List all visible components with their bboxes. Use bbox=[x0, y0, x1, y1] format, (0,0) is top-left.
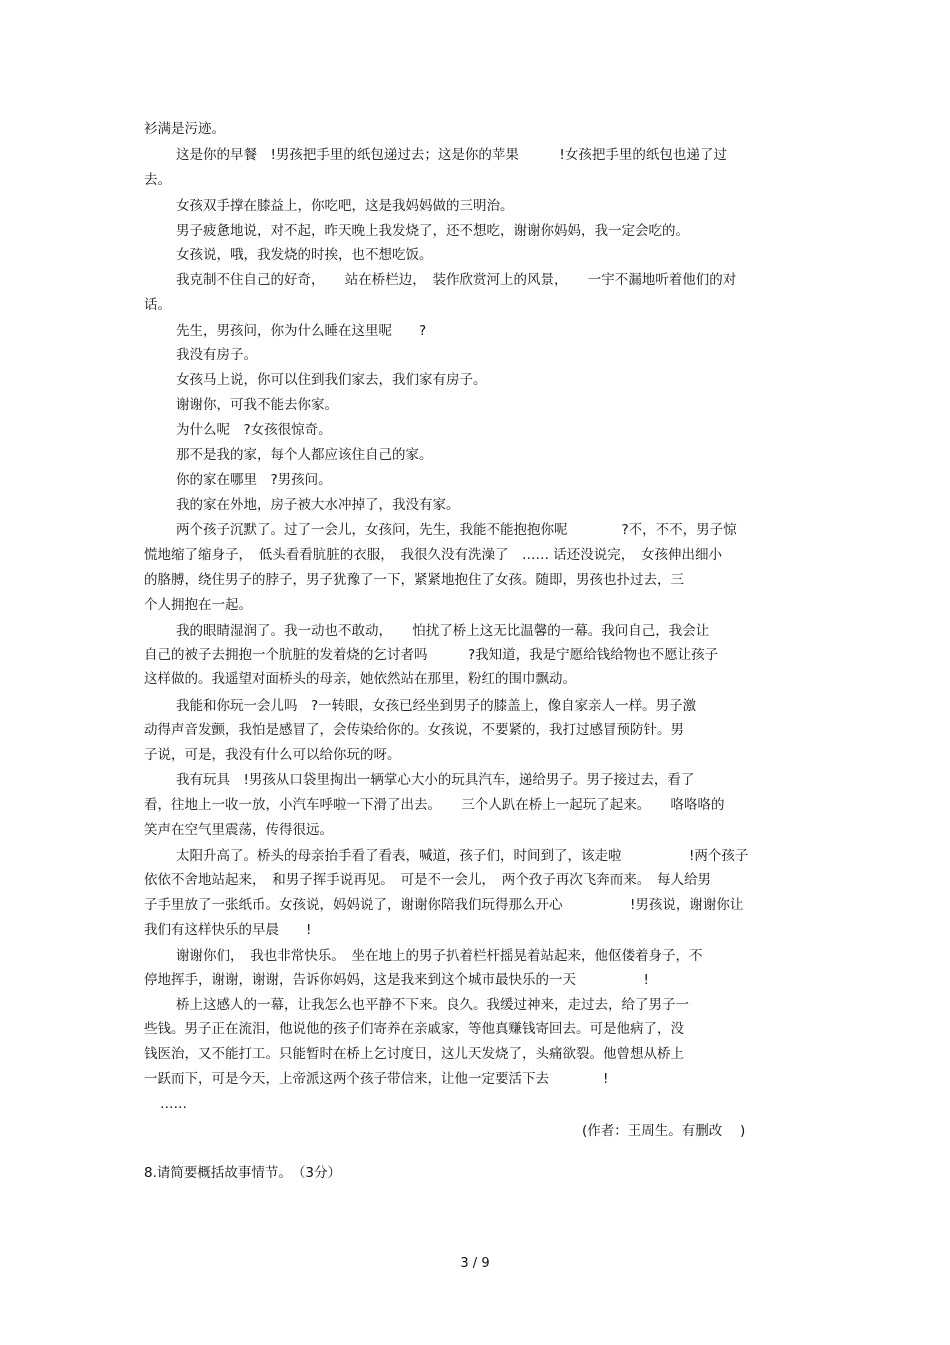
text-line: 你的家在哪里 ?男孩问。 bbox=[176, 472, 332, 488]
text-line: 慌地缩了缩身子， 低头看看肮脏的衣服， 我很久没有洗澡了 …… 话还没说完， 女孩伸出细小 bbox=[144, 547, 723, 563]
text-line: 我的家在外地，房子被大水冲掉了，我没有家。 bbox=[176, 497, 460, 513]
text-line: 谢谢你们， 我也非常快乐。 坐在地上的男子扒着栏杆摇晃着站起来，他伛偻着身子，不 bbox=[176, 948, 703, 964]
text-line: 为什么呢 ?女孩很惊奇。 bbox=[176, 422, 332, 438]
text-line: 看，往地上一收一放，小汽车呼啦一下滑了出去。 三个人趴在桥上一起玩了起来。 咯咯咯的 bbox=[144, 797, 725, 813]
text-line: 我能和你玩一会儿吗 ?一转眼，女孩已经坐到男子的膝盖上，像自家亲人一样。男子激 bbox=[176, 698, 697, 714]
text-line: 女孩双手撑在膝益上，你吃吧，这是我妈妈做的三明治。 bbox=[176, 198, 514, 214]
text-line: 两个孩子沉默了。过了一会儿，女孩问，先生，我能不能抱抱你呢 ?不，不不，男子惊 bbox=[176, 522, 737, 538]
text-line: 个人拥抱在一起。 bbox=[144, 597, 252, 613]
text-line: 子说，可是，我没有什么可以给你玩的呀。 bbox=[144, 747, 401, 763]
text-line: 一跃而下，可是今天，上帝派这两个孩子带信来，让他一定要活下去 ! bbox=[144, 1071, 609, 1087]
text-line: 女孩马上说，你可以住到我们家去，我们家有房子。 bbox=[176, 372, 487, 388]
question-8: 8.请简要概括故事情节。 （3分） bbox=[144, 1165, 341, 1181]
text-line: 话。 bbox=[144, 297, 171, 313]
page-number: 3 / 9 bbox=[460, 1256, 490, 1271]
text-line: 笑声在空气里震荡，传得很远。 bbox=[144, 822, 333, 838]
text-line: 停地挥手，谢谢，谢谢，告诉你妈妈，这是我来到这个城市最快乐的一天 ! bbox=[144, 972, 649, 988]
text-line: 我的眼睛湿润了。我一动也不敢动， 怕扰了桥上这无比温馨的一幕。我问自己，我会让 bbox=[176, 623, 710, 639]
ellipsis-line: …… bbox=[160, 1096, 187, 1112]
text-line: 去。 bbox=[144, 172, 171, 188]
text-line: 我克制不住自己的好奇， 站在桥栏边， 装作欣赏河上的风景， 一宇不漏地听着他们的对 bbox=[176, 272, 737, 288]
text-line: 男子疲惫地说，对不起，昨天晚上我发烧了，还不想吃，谢谢你妈妈，我一定会吃的。 bbox=[176, 223, 689, 239]
text-line: 先生，男孩问，你为什么睡在这里呢 ? bbox=[176, 323, 427, 339]
text-line: 钱医治，又不能打工。只能暂时在桥上乞讨度日，这儿天发烧了，头痛欲裂。他曾想从桥上 bbox=[144, 1046, 684, 1062]
text-line: 我们有这样快乐的早晨 ! bbox=[144, 922, 312, 938]
text-line: 这是你的早餐 !男孩把手里的纸包递过去；这是你的苹果 !女孩把手里的纸包也递了过 bbox=[176, 147, 727, 163]
text-line: 动得声音发颤，我怕是感冒了，会传染给你的。女孩说，不要紧的，我打过感冒预防针。男 bbox=[144, 722, 684, 738]
text-line: 太阳升高了。桥头的母亲抬手看了看表，喊道，孩子们，时间到了，该走啦 !两个孩子 bbox=[176, 848, 749, 864]
text-line: 女孩说，哦，我发烧的时挨，也不想吃饭。 bbox=[176, 247, 433, 263]
text-line: 我有玩具 !男孩从口袋里掏出一辆掌心大小的玩具汽车，递给男子。男子接过去，看了 bbox=[176, 772, 695, 788]
text-line: 衫满是污迹。 bbox=[144, 121, 225, 137]
text-line: 我没有房子。 bbox=[176, 347, 257, 363]
text-line: 自己的被子去拥抱一个肮脏的发着烧的乞讨者吗 ?我知道，我是宁愿给钱给物也不愿让孩子 bbox=[144, 647, 719, 663]
author-credit: (作者：王周生。有删改 ) bbox=[582, 1123, 746, 1139]
text-line: 谢谢你，可我不能去你家。 bbox=[176, 397, 338, 413]
text-line: 那不是我的家，每个人都应该住自己的家。 bbox=[176, 447, 433, 463]
text-line: 这样做的。我遥望对面桥头的母亲，她依然站在那里，粉红的围巾飘动。 bbox=[144, 671, 576, 687]
text-line: 的胳膊，绕住男子的脖子，男子犹豫了一下，紧紧地抱住了女孩。随即，男孩也扑过去，三 bbox=[144, 572, 684, 588]
text-line: 依依不舍地站起来， 和男子挥手说再见。 可是不一会儿， 两个孜子再次飞奔而来。 每人给男 bbox=[144, 872, 711, 888]
text-line: 桥上这感人的一幕，让我怎么也平静不下来。良久。我缓过神来，走过去，给了男子一 bbox=[176, 997, 689, 1013]
text-line: 些钱。男子正在流泪，他说他的孩子们寄养在亲戚家，等他真赚钱寄回去。可是他病了，没 bbox=[144, 1021, 684, 1037]
text-line: 子手里放了一张纸币。女孩说，妈妈说了，谢谢你陪我们玩得那么开心 !男孩说，谢谢你让 bbox=[144, 897, 744, 913]
